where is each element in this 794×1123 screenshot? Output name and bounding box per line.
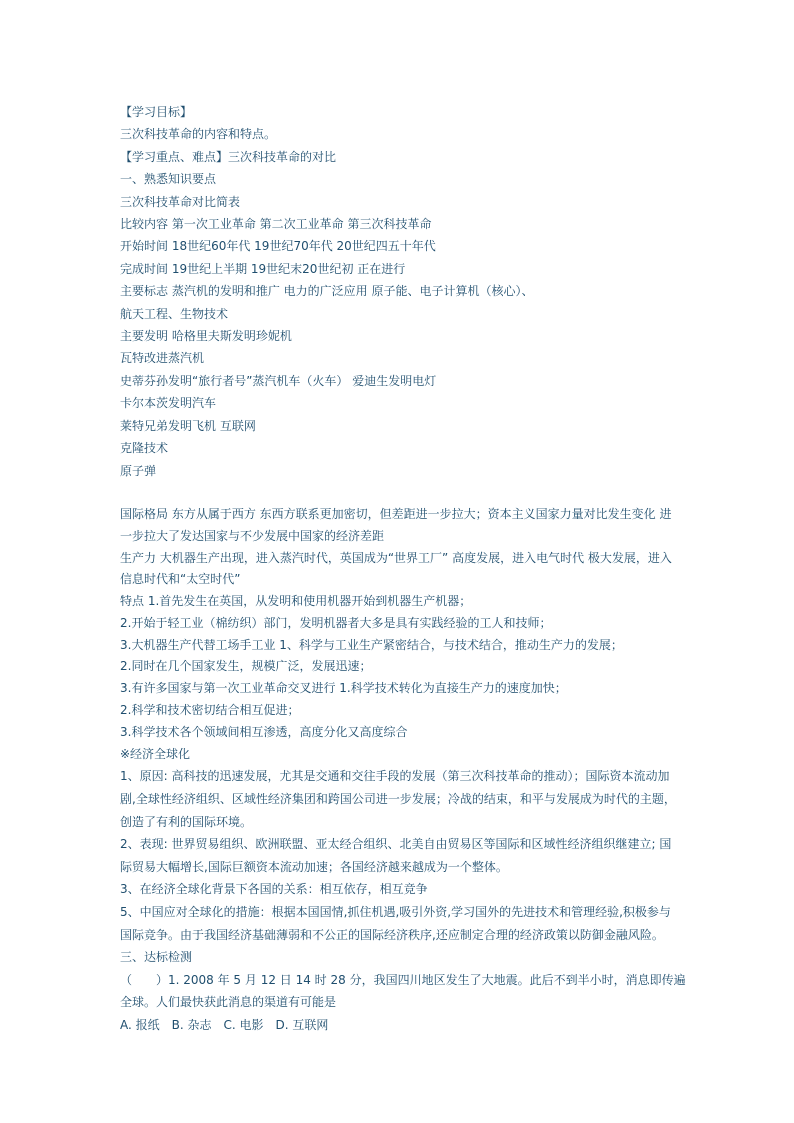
table-row: 生产力 大机器生产出现，进入蒸汽时代，英国成为“世界工厂” 高度发展，进入电气时代 极大发展，进入 <box>120 550 672 565</box>
table-row: 2.同时在几个国家发生，规模广泛，发展迅速； <box>120 659 372 674</box>
table-row: 克隆技术 <box>120 441 169 456</box>
table-row: 信息时代和“太空时代” <box>120 572 241 587</box>
heading-learning-goals: 【学习目标】 <box>120 105 193 119</box>
paragraph-line: 剧,全球性经济组织、区域性经济集团和跨国公司进一步发展；冷战的结束，和平与发展成为时代的主题， <box>120 792 676 807</box>
text-line: 三次科技革命的内容和特点。 <box>120 127 277 142</box>
paragraph-line: 2、表现: 世界贸易组织、欧洲联盟、亚太经合组织、北美自由贸易区等国际和区域性经济组织继建立; 国 <box>120 837 672 852</box>
middle-section <box>120 504 680 766</box>
table-row: 3.科学技术各个领域间相互渗透，高度分化又高度综合 <box>120 724 408 739</box>
answer-options: A. 报纸 B. 杂志 C. 电影 D. 互联网 <box>120 1018 329 1032</box>
table-row: 瓦特改进蒸汽机 <box>120 351 205 366</box>
table-row: 航天工程、生物技术 <box>120 306 229 321</box>
table-header-row: 比较内容 第一次工业革命 第二次工业革命 第三次科技革命 <box>120 217 432 232</box>
table-row: 开始时间 18世纪60年代 19世纪70年代 20世纪四五十年代 <box>120 239 436 254</box>
paragraph-line: 际贸易大幅增长,国际巨额资本流动加速；各国经济越来越成为一个整体。 <box>120 859 508 874</box>
spacer <box>120 482 680 504</box>
section-heading: 三、达标检测 <box>120 950 193 965</box>
section-heading: ※经济全球化 <box>120 746 191 761</box>
table-row: 国际格局 东方从属于西方 东西方联系更加密切，但差距进一步拉大；资本主义国家力量对比发生变化 进 <box>120 506 672 521</box>
table-row: 3.有许多国家与第一次工业革命交叉进行 1.科学技术转化为直接生产力的速度加快； <box>120 681 567 696</box>
top-section <box>120 101 680 482</box>
question-line: 全球。人们最快获此消息的渠道有可能是 <box>120 995 337 1010</box>
section-heading: 一、熟悉知识要点 <box>120 172 217 187</box>
table-row: 2.科学和技术密切结合相互促进； <box>120 703 300 718</box>
table-row: 2.开始于轻工业（棉纺织）部门，发明机器者大多是具有实践经验的工人和技师； <box>120 615 552 630</box>
heading-key-points: 【学习重点、难点】三次科技革命的对比 <box>120 149 337 164</box>
table-row: 特点 1.首先发生在英国，从发明和使用机器开始到机器生产机器； <box>120 594 472 609</box>
document-body <box>120 101 686 1037</box>
question-line: （ ）1. 2008 年 5 月 12 日 14 时 28 分，我国四川地区发生了大地震。此后不到半小时，消息即传遍 <box>120 972 686 987</box>
table-row: 主要发明 哈格里夫斯发明珍妮机 <box>120 329 292 344</box>
table-row: 主要标志 蒸汽机的发明和推广 电力的广泛应用 原子能、电子计算机（核心）、 <box>120 284 534 299</box>
table-title: 三次科技革命对比简表 <box>120 194 241 209</box>
table-row: 一步拉大了发达国家与不少发展中国家的经济差距 <box>120 528 385 543</box>
paragraph-line: 3、在经济全球化背景下各国的关系：相互依存，相互竞争 <box>120 882 428 897</box>
paragraph-line: 创造了有利的国际环境。 <box>120 814 253 829</box>
table-row: 完成时间 19世纪上半期 19世纪末20世纪初 正在进行 <box>120 261 406 276</box>
paragraph-line: 5、中国应对全球化的措施：根据本国国情,抓住机遇,吸引外资,学习国外的先进技术和管理经验,积极参与 <box>120 905 671 920</box>
table-row: 卡尔本茨发明汽车 <box>120 396 217 411</box>
lower-section <box>120 765 686 1036</box>
table-row: 3.大机器生产代替工场手工业 1、科学与工业生产紧密结合，与技术结合，推动生产力的发展； <box>120 637 623 652</box>
paragraph-line: 1、原因: 高科技的迅速发展，尤其是交通和交往手段的发展（第三次科技革命的推动）；国际资本流动加 <box>120 769 670 784</box>
paragraph-line: 国际竞争。由于我国经济基础薄弱和不公正的国际经济秩序,还应制定合理的经济政策以防御金融风险。 <box>120 927 664 942</box>
table-row: 史蒂芬孙发明“旅行者号”蒸汽机车（火车） 爱迪生发明电灯 <box>120 373 437 388</box>
table-row: 原子弹 <box>120 463 157 478</box>
table-row: 莱特兄弟发明飞机 互联网 <box>120 418 256 433</box>
